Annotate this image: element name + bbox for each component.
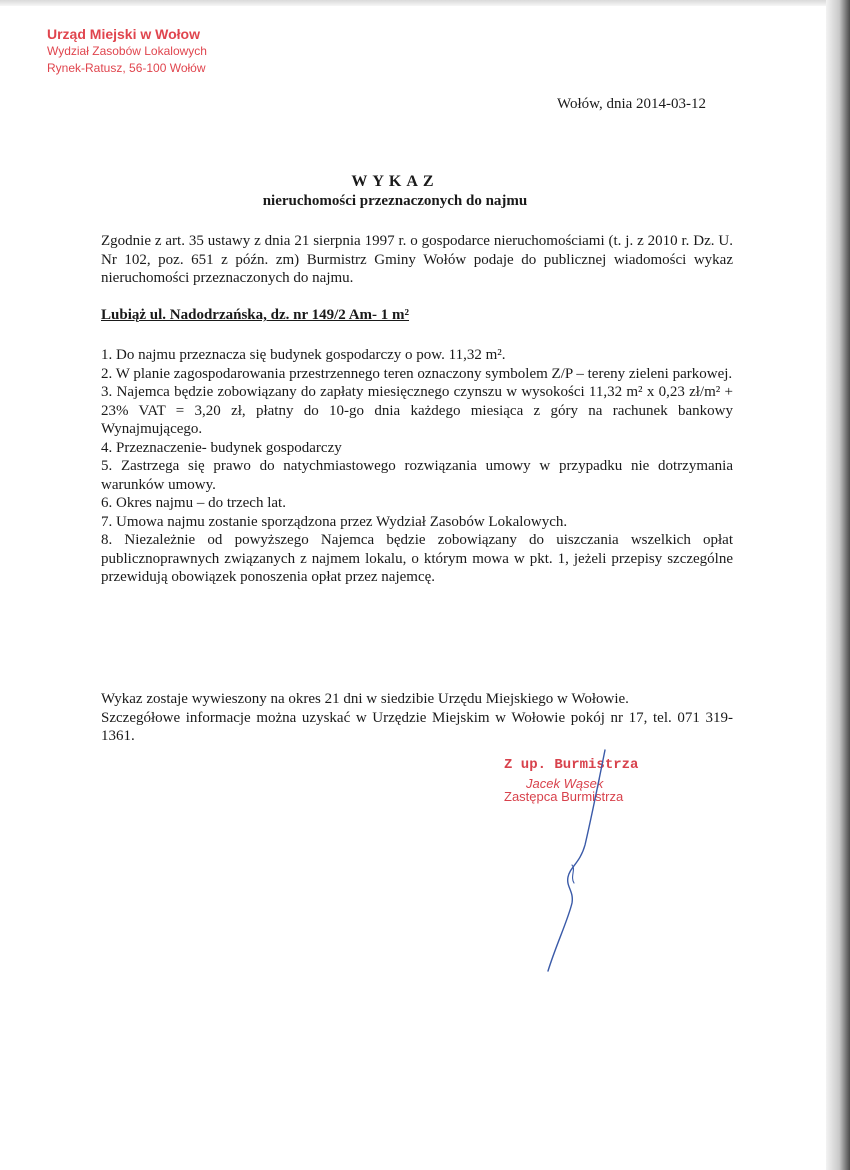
condition-item: 8. Niezależnie od powyższego Najemca będzie zobowiązany do uiszczania wszelkich opłat publicznoprawnych związanych z najmem lokalu, o którym mowa w pkt. 1, jeżeli przepisy szczególne przewidują obowiązek ponoszenia opłat przez najemcę.: [101, 532, 733, 585]
document-date: Wołów, dnia 2014-03-12: [557, 96, 707, 112]
condition-item: 3. Najemca będzie zobowiązany do zapłaty miesięcznego czynszu w wysokości 11,32 m² x 0,23 zł/m² + 23% VAT = 3,20 zł, płatny do 10-go dnia każdego miesiąca z góry na rachunek bankowy Wynajmującego.: [101, 384, 733, 437]
condition-item: 4. Przeznaczenie- budynek gospodarczy: [101, 439, 342, 456]
conditions-list: [101, 346, 733, 587]
document-subtitle: nieruchomości przeznaczonych do najmu: [262, 193, 528, 209]
handwritten-signature: [530, 745, 630, 975]
signatory-title: Zastępca Burmistrza: [504, 789, 624, 804]
condition-item: 5. Zastrzega się prawo do natychmiastowego rozwiązania umowy w przypadku nie dotrzymania warunków umowy.: [101, 458, 733, 493]
condition-item: 6. Okres najmu – do trzech lat.: [101, 495, 286, 511]
condition-item: 2. W planie zagospodarowania przestrzennego teren oznaczony symbolem Z/P – tereny zieleni parkowej.: [101, 365, 733, 382]
condition-item: 1. Do najmu przeznacza się budynek gospodarczy o pow. 11,32 m².: [101, 347, 506, 363]
document-title: WYKAZ: [351, 173, 439, 190]
intro-paragraph: Zgodnie z art. 35 ustawy z dnia 21 sierpnia 1997 r. o gospodarce nieruchomościami (t. j. z 2010 r. Dz. U. Nr 102, poz. 651 z późn. zm) Burmistrz Gminy Wołów podaje do publicznej wiadomości wykaz nieruchomości przeznaczonych do najmu.: [101, 233, 733, 286]
department-name: Wydział Zasobów Lokalowych: [47, 44, 207, 58]
footer-notice: [101, 690, 733, 746]
office-header-stamp: [47, 26, 207, 77]
signature-stroke: [548, 750, 605, 971]
office-name: Urząd Miejski w Wołow: [47, 26, 200, 42]
signature-stamp-authority: Z up. Burmistrza: [504, 757, 639, 773]
office-address: Rynek-Ratusz, 56-100 Wołów: [47, 61, 206, 75]
signatory-name: Jacek Wąsek: [526, 776, 604, 791]
scan-edge-right: [826, 0, 850, 1170]
footer-line: Wykaz zostaje wywieszony na okres 21 dni w siedzibie Urzędu Miejskiego w Wołowie.: [101, 691, 629, 707]
property-subject: Lubiąż ul. Nadodrzańska, dz. nr 149/2 Am- 1 m²: [101, 307, 410, 323]
scan-edge-top: [0, 0, 850, 6]
footer-line: Szczegółowe informacje można uzyskać w Urzędzie Miejskim w Wołowie pokój nr 17, tel. 071 319-1361.: [101, 709, 733, 744]
condition-item: 7. Umowa najmu zostanie sporządzona przez Wydział Zasobów Lokalowych.: [101, 513, 568, 530]
